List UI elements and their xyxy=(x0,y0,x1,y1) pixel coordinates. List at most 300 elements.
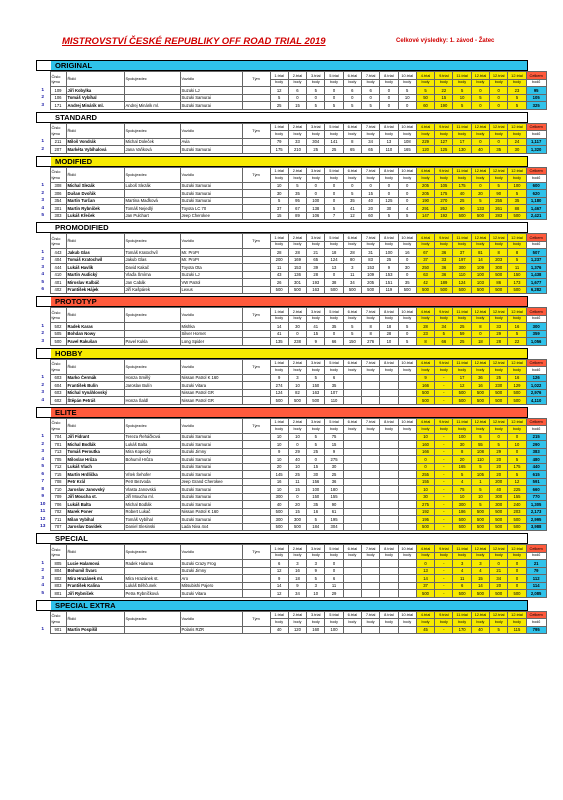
score-cell: 35 xyxy=(288,190,306,198)
table-row xyxy=(36,626,546,634)
score-cell: 0 xyxy=(490,560,508,568)
col-header-vehicle: Vozidlo xyxy=(180,72,242,87)
score-cell: 110 xyxy=(453,271,471,279)
col-header-total: Celkem xyxy=(526,418,546,426)
col-header-driver: Řidič xyxy=(66,611,124,626)
score-cell: 0 xyxy=(471,102,489,110)
section-margin xyxy=(37,534,51,543)
score-cell: 20 xyxy=(490,456,508,464)
score-cell: 5 xyxy=(508,330,526,338)
blank-cell xyxy=(36,611,50,626)
driver-cell: Martin Audický xyxy=(66,271,124,279)
score-cell: 500 xyxy=(471,590,489,598)
score-cell: 37 xyxy=(416,256,434,264)
total-cell: 615 xyxy=(526,471,546,479)
col-header-trial: 3.trial xyxy=(307,72,325,80)
rank-cell: 3 xyxy=(41,102,45,108)
section-title-bar xyxy=(36,222,528,233)
total-cell: 1,237 xyxy=(526,256,546,264)
score-cell: 0 xyxy=(307,190,325,198)
col-header-vehicle: Vozidlo xyxy=(180,545,242,560)
score-cell: 35 xyxy=(325,382,343,390)
team-cell xyxy=(242,102,270,110)
header-row xyxy=(36,611,546,619)
team-number-cell: 901 xyxy=(50,626,66,634)
col-header-unit: body xyxy=(471,175,489,183)
score-cell xyxy=(398,478,416,486)
rank-cell: 4 xyxy=(41,272,45,277)
col-header-trial: 10.trial xyxy=(398,167,416,175)
col-header-unit: body xyxy=(288,241,306,249)
score-cell: 10 xyxy=(471,493,489,501)
vehicle-cell: Suzuki Vitara xyxy=(180,382,242,390)
col-header-unit: body xyxy=(435,241,453,249)
section-table xyxy=(36,307,547,346)
col-header-trial: 5.trial xyxy=(325,359,343,367)
col-header-trial: 11.trial xyxy=(453,123,471,131)
score-cell xyxy=(380,389,398,397)
vehicle-cell: Mr. ProPr xyxy=(180,256,242,264)
section-title-bar xyxy=(36,348,528,359)
score-cell: 500 xyxy=(471,523,489,531)
score-cell: 79 xyxy=(270,138,288,146)
team-number-cell: 303 xyxy=(50,212,66,220)
col-header-unit: body xyxy=(490,131,508,139)
rank-cell: 3 xyxy=(41,198,45,203)
score-cell: - xyxy=(435,397,453,405)
col-header-trial: 12.trial xyxy=(490,72,508,80)
col-header-unit: body xyxy=(380,367,398,375)
score-cell: 304 xyxy=(325,523,343,531)
section-title-bar xyxy=(36,407,528,418)
section-margin xyxy=(37,349,51,358)
score-cell: 200 xyxy=(270,256,288,264)
score-cell: 35 xyxy=(398,279,416,287)
score-cell: 16 xyxy=(288,567,306,575)
score-cell: 0 xyxy=(380,87,398,95)
col-header-unit: body xyxy=(435,175,453,183)
score-cell: 5 xyxy=(453,102,471,110)
result-subtitle: Celkové výsledky: 1. závod - Žatec xyxy=(396,38,495,44)
score-cell: 0 xyxy=(288,441,306,449)
section-elite xyxy=(36,407,543,532)
table-row xyxy=(36,87,546,95)
score-cell: 30 xyxy=(398,264,416,272)
score-cell: 500 xyxy=(453,397,471,405)
score-cell: 205 xyxy=(416,182,434,190)
rank-cell: 2 xyxy=(41,568,45,573)
score-cell: 5 xyxy=(398,212,416,220)
score-cell: 150 xyxy=(343,338,361,346)
score-cell: 29 xyxy=(490,448,508,456)
team-number-cell: 704 xyxy=(50,433,66,441)
score-cell: 0 xyxy=(307,182,325,190)
col-header-trial: 7.trial xyxy=(361,167,379,175)
score-cell: 0 xyxy=(471,330,489,338)
score-cell: 40 xyxy=(270,626,288,634)
score-cell: 165 xyxy=(453,463,471,471)
col-header-trial: 10.trial xyxy=(398,72,416,80)
score-cell: 45 xyxy=(416,626,434,634)
score-cell: 100 xyxy=(325,626,343,634)
team-cell xyxy=(242,397,270,405)
score-cell: 15 xyxy=(325,441,343,449)
team-cell xyxy=(242,182,270,190)
score-cell: 195 xyxy=(325,516,343,524)
score-cell xyxy=(343,456,361,464)
score-cell: 6 xyxy=(325,374,343,382)
score-cell: 500 xyxy=(270,286,288,294)
total-cell: 1,180 xyxy=(526,197,546,205)
col-header-trial: 4.trial xyxy=(416,72,434,80)
score-cell: 10 xyxy=(270,486,288,494)
codriver-cell: Petr Bezvoda xyxy=(124,478,180,486)
score-cell xyxy=(361,493,379,501)
score-cell: 500 xyxy=(471,212,489,220)
driver-cell: Milan Vybíhal xyxy=(66,516,124,524)
col-header-unit: body xyxy=(398,552,416,560)
score-cell: 175 xyxy=(453,182,471,190)
col-header-unit: body xyxy=(307,426,325,434)
score-cell: 0 xyxy=(490,87,508,95)
col-header-unit: body xyxy=(361,367,379,375)
col-header-trial: 1.trial xyxy=(270,234,288,242)
score-cell: 0 xyxy=(325,330,343,338)
score-cell: 6 xyxy=(288,87,306,95)
team-number-cell: 443 xyxy=(50,249,66,257)
score-cell xyxy=(361,471,379,479)
score-cell: 5 xyxy=(398,338,416,346)
col-header-unit: body xyxy=(307,175,325,183)
section-table xyxy=(36,233,547,294)
rank-cell: 3 xyxy=(41,390,45,395)
col-header-trial: 4.trial xyxy=(416,308,434,316)
col-header-unit: body xyxy=(307,619,325,627)
total-cell: 95 xyxy=(526,87,546,95)
score-cell: 169 xyxy=(288,256,306,264)
section-prototyp xyxy=(36,296,543,346)
score-cell: 304 xyxy=(307,138,325,146)
score-cell xyxy=(380,374,398,382)
rank-cell: 1 xyxy=(41,627,45,632)
score-cell: 23 xyxy=(416,330,434,338)
team-number-cell: 709 xyxy=(50,493,66,501)
score-cell: 0 xyxy=(508,582,526,590)
score-cell: 43 xyxy=(270,271,288,279)
score-cell: 155 xyxy=(508,493,526,501)
team-number-cell: 444 xyxy=(50,264,66,272)
score-cell: 300 xyxy=(453,264,471,272)
score-cell: 153 xyxy=(380,271,398,279)
score-cell xyxy=(361,456,379,464)
rank-cell: 4 xyxy=(41,583,45,588)
score-cell xyxy=(398,486,416,494)
score-cell: 25 xyxy=(307,448,325,456)
section-title: STANDARD xyxy=(51,113,527,122)
section-margin xyxy=(37,601,51,610)
team-number-cell: 401 xyxy=(50,279,66,287)
rank-cell: 5 xyxy=(41,590,45,596)
score-cell: 115 xyxy=(508,626,526,634)
driver-cell: Miloš Vondrák xyxy=(66,138,124,146)
score-cell: 180 xyxy=(325,486,343,494)
score-cell: 0 xyxy=(361,94,379,102)
score-cell xyxy=(361,389,379,397)
col-header-number: Číslo týmu xyxy=(50,72,66,87)
score-cell: 37 xyxy=(416,582,434,590)
total-cell: 1,022 xyxy=(526,382,546,390)
score-cell: 500 xyxy=(453,516,471,524)
col-header-trial: 8.trial xyxy=(380,545,398,553)
vehicle-cell: Suzuki Jimny xyxy=(180,448,242,456)
score-cell: 120 xyxy=(416,146,434,154)
section-title: ELITE xyxy=(51,408,527,417)
score-cell: 15 xyxy=(270,212,288,220)
col-header-points: bodů xyxy=(526,619,546,627)
score-cell: 11 xyxy=(270,264,288,272)
team-number-cell: 801 xyxy=(50,590,66,598)
table-row xyxy=(36,448,546,456)
section-special-extra xyxy=(36,600,543,635)
score-cell: 81 xyxy=(471,249,489,257)
score-cell: 5 xyxy=(453,87,471,95)
col-header-unit: body xyxy=(453,619,471,627)
col-header-trial: 6.trial xyxy=(343,234,361,242)
rank-cell: 2 xyxy=(41,257,45,262)
team-cell xyxy=(242,382,270,390)
table-row xyxy=(36,397,546,405)
driver-cell: Markéta Vybíhalová xyxy=(66,146,124,154)
team-number-cell: 713 xyxy=(50,448,66,456)
rank-cell: 2 xyxy=(41,382,45,388)
total-cell: 480 xyxy=(526,456,546,464)
score-cell: - xyxy=(435,567,453,575)
score-cell: 175 xyxy=(435,190,453,198)
col-header-unit: body xyxy=(307,241,325,249)
team-number-cell: 109 xyxy=(50,87,66,95)
blank-cell xyxy=(36,167,50,182)
score-cell: 25 xyxy=(288,471,306,479)
table-row xyxy=(36,271,546,279)
team-cell xyxy=(242,523,270,531)
score-cell: 0 xyxy=(325,94,343,102)
score-cell: 5 xyxy=(270,197,288,205)
total-cell: 2,995 xyxy=(526,516,546,524)
col-header-unit: body xyxy=(325,79,343,87)
section-title: PROMODIFIED xyxy=(51,223,527,232)
score-cell xyxy=(361,567,379,575)
score-cell xyxy=(343,501,361,509)
score-cell: 500 xyxy=(398,286,416,294)
score-cell: 5 xyxy=(361,102,379,110)
col-header-trial: 10.trial xyxy=(398,234,416,242)
score-cell: 5 xyxy=(508,190,526,198)
score-cell: 119 xyxy=(380,286,398,294)
col-header-unit: body xyxy=(416,79,434,87)
col-header-unit: body xyxy=(325,367,343,375)
driver-cell: Marko Čermák xyxy=(66,374,124,382)
col-header-unit: body xyxy=(435,426,453,434)
table-row xyxy=(36,508,546,516)
score-cell: 274 xyxy=(270,382,288,390)
col-header-trial: 6.trial xyxy=(343,72,361,80)
score-cell: 5 xyxy=(398,323,416,331)
score-cell: 10 xyxy=(307,590,325,598)
col-header-unit: body xyxy=(398,315,416,323)
col-header-codriver: Spolujezdec xyxy=(124,234,180,249)
col-header-points: bodů xyxy=(526,175,546,183)
score-cell: 500 xyxy=(416,523,434,531)
score-cell: 150 xyxy=(307,493,325,501)
score-cell: 136 xyxy=(288,271,306,279)
col-header-unit: body xyxy=(508,241,526,249)
col-header-trial: 5.trial xyxy=(325,418,343,426)
score-cell: 40 xyxy=(471,626,489,634)
col-header-total: Celkem xyxy=(526,545,546,553)
table-row xyxy=(36,463,546,471)
col-header-unit: body xyxy=(471,315,489,323)
score-cell: 10 xyxy=(270,433,288,441)
rank-cell: 1 xyxy=(41,323,45,329)
col-header-driver: Řidič xyxy=(66,234,124,249)
score-cell: 28 xyxy=(270,249,288,257)
rank-cell: 2 xyxy=(41,95,45,100)
rank-cell: 12 xyxy=(40,516,46,522)
score-cell: 500 xyxy=(490,286,508,294)
col-header-unit: body xyxy=(508,315,526,323)
col-header-team: Tým xyxy=(242,418,270,433)
col-header-unit: body xyxy=(508,79,526,87)
total-cell: 1,320 xyxy=(526,146,546,154)
col-header-number: Číslo týmu xyxy=(50,418,66,433)
col-header-unit: body xyxy=(471,552,489,560)
col-header-trial: 1.trial xyxy=(270,418,288,426)
score-cell: 8 xyxy=(490,249,508,257)
team-number-cell: 404 xyxy=(50,256,66,264)
score-cell: - xyxy=(435,501,453,509)
driver-cell: Miroslav Kalbáč xyxy=(66,279,124,287)
driver-cell: Bohdan Nowy xyxy=(66,330,124,338)
col-header-unit: body xyxy=(398,619,416,627)
blank-cell xyxy=(36,72,50,87)
col-header-trial: 6.trial xyxy=(343,308,361,316)
vehicle-cell: Nissan Patrol GR xyxy=(180,397,242,405)
score-cell: 30 xyxy=(508,146,526,154)
col-header-unit: body xyxy=(471,367,489,375)
blank-cell xyxy=(36,234,50,249)
score-cell: 41 xyxy=(307,323,325,331)
score-cell: 25 xyxy=(270,102,288,110)
codriver-cell: Vlaďa Šmíma xyxy=(124,271,180,279)
score-cell: 500 xyxy=(471,389,489,397)
score-cell: 262 xyxy=(435,205,453,213)
section-table xyxy=(36,71,547,110)
score-cell xyxy=(380,433,398,441)
score-cell: 0 xyxy=(325,560,343,568)
section-table xyxy=(36,123,547,154)
col-header-unit: body xyxy=(288,131,306,139)
table-row xyxy=(36,560,546,568)
table-row xyxy=(36,486,546,494)
col-header-unit: body xyxy=(435,315,453,323)
col-header-trial: 12.trial xyxy=(490,359,508,367)
score-cell: 0 xyxy=(325,182,343,190)
team-cell xyxy=(242,478,270,486)
score-cell: 141 xyxy=(325,138,343,146)
score-cell xyxy=(380,575,398,583)
score-cell: 203 xyxy=(508,508,526,516)
score-cell: 37 xyxy=(270,205,288,213)
score-cell: 0 xyxy=(416,463,434,471)
score-cell: 230 xyxy=(490,382,508,390)
vehicle-cell: Jeep Cherokee xyxy=(180,212,242,220)
col-header-trial: 11.trial xyxy=(453,418,471,426)
header-row xyxy=(36,418,546,426)
score-cell xyxy=(398,560,416,568)
team-cell xyxy=(242,433,270,441)
section-margin xyxy=(37,61,51,70)
team-number-cell: 702 xyxy=(50,508,66,516)
score-cell xyxy=(343,397,361,405)
section-title-bar xyxy=(36,60,528,71)
col-header-trial: 5.trial xyxy=(325,234,343,242)
score-cell: 61 xyxy=(325,508,343,516)
vehicle-cell: Aro xyxy=(180,575,242,583)
team-cell xyxy=(242,286,270,294)
rank-cell: 1 xyxy=(41,375,45,380)
driver-cell: Martin Rybníček xyxy=(66,205,124,213)
col-header-unit: body xyxy=(307,315,325,323)
section-title: PROTOTYP xyxy=(51,297,527,306)
col-header-unit: body xyxy=(398,131,416,139)
col-header-trial: 10.trial xyxy=(398,418,416,426)
team-cell xyxy=(242,463,270,471)
score-cell: 500 xyxy=(416,397,434,405)
vehicle-cell: Mishka xyxy=(180,323,242,331)
score-cell: 500 xyxy=(490,271,508,279)
col-header-trial: 12.trial xyxy=(471,418,489,426)
col-header-unit: body xyxy=(343,175,361,183)
team-cell xyxy=(242,560,270,568)
score-cell: 0 xyxy=(508,448,526,456)
total-cell: 2,173 xyxy=(526,508,546,516)
table-row xyxy=(36,205,546,213)
vehicle-cell: Mitsubishi Pajero xyxy=(180,582,242,590)
col-header-unit: body xyxy=(270,619,288,627)
score-cell: 5 xyxy=(307,102,325,110)
vehicle-cell: Toyota LC 70 xyxy=(180,205,242,213)
col-header-unit: body xyxy=(307,79,325,87)
score-cell: 82 xyxy=(288,389,306,397)
score-cell: 0 xyxy=(288,330,306,338)
col-header-trial: 9.trial xyxy=(435,418,453,426)
score-cell: 25 xyxy=(325,146,343,154)
driver-cell: Tomáš Vybíhal xyxy=(66,94,124,102)
score-cell: 20 xyxy=(490,463,508,471)
col-header-number: Číslo týmu xyxy=(50,234,66,249)
table-row xyxy=(36,575,546,583)
vehicle-cell: Suzuki Samurai xyxy=(180,441,242,449)
col-header-driver: Řidič xyxy=(66,167,124,182)
score-cell xyxy=(380,523,398,531)
col-header-trial: 8.trial xyxy=(380,72,398,80)
col-header-unit: body xyxy=(380,315,398,323)
section-hobby xyxy=(36,348,543,405)
score-cell: 63 xyxy=(416,271,434,279)
score-cell: 192 xyxy=(416,508,434,516)
score-cell: 50 xyxy=(416,94,434,102)
col-header-trial: 3.trial xyxy=(307,545,325,553)
